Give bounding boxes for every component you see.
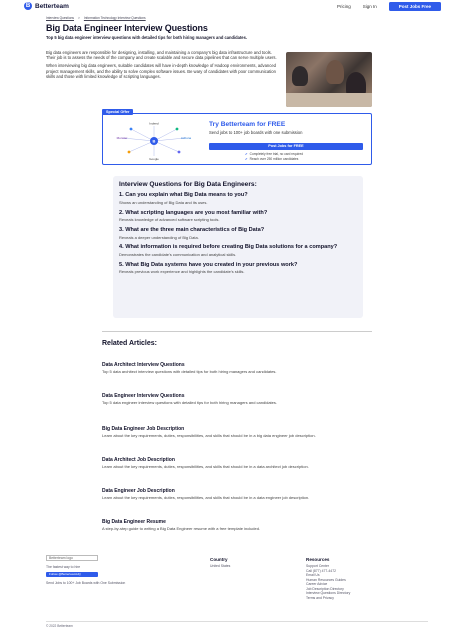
promo-check-item: ✔ Reach over 250 million candidates [245, 156, 299, 161]
resource-link[interactable]: Support Center [306, 564, 329, 568]
breadcrumb-interview-questions[interactable]: Interview Questions [46, 16, 74, 20]
diagram-label-google: Google [149, 157, 159, 161]
question-title: 1. Can you explain what Big Data means to you? [119, 192, 248, 199]
related-article[interactable] [102, 426, 372, 439]
breadcrumb-separator: > [78, 16, 80, 20]
footer-country [210, 557, 230, 569]
betterteam-logo-icon: B [25, 3, 31, 9]
questions-heading: Interview Questions for Big Data Engineers: [119, 181, 257, 188]
promo-title: Try Betterteam for FREE [209, 121, 286, 128]
article-description: A step-by-step guide to writing a Big Data Engineer resume with a free template included. [102, 526, 261, 531]
resource-link[interactable]: Terms and Privacy [306, 595, 334, 600]
question-title: 5. What Big Data systems have you created in your previous work? [119, 261, 298, 268]
page-subtitle: Top 5 big data engineer interview questions with detailed tips for both hiring managers and candidates. [46, 35, 248, 40]
footer-tagline: The fastest way to hire [46, 565, 81, 569]
article-title-link[interactable]: Data Architect Job Description [102, 457, 175, 463]
article-title-link[interactable]: Big Data Engineer Resume [102, 519, 166, 525]
article-title-link[interactable]: Data Engineer Job Description [102, 488, 175, 494]
post-jobs-free-button[interactable]: Post Jobs Free [389, 2, 441, 11]
article-title-link[interactable]: Big Data Engineer Job Description [102, 426, 185, 432]
question-tip: Demonstrates the candidate's communication and analytical skills. [119, 251, 237, 257]
question-title: 4. What information is required before creating Big Data solutions for a company? [119, 244, 338, 251]
breadcrumb [46, 16, 146, 20]
article-title-link[interactable]: Data Architect Interview Questions [102, 362, 185, 368]
related-article[interactable] [102, 519, 372, 532]
page-title: Big Data Engineer Interview Questions [46, 23, 208, 33]
promo-text: Send jobs to 100+ job boards with one submission [209, 130, 303, 135]
question-title: 2. What scripting languages are you most familiar with? [119, 209, 268, 216]
special-offer-tag: Special Offer [102, 109, 133, 115]
footer-logo[interactable]: Betterteam logo [46, 555, 98, 561]
article-description: Learn about the key requirements, duties, responsibilities, and skills that should be in a data architect job description. [102, 464, 309, 469]
checkmark-icon: ✔ [245, 152, 248, 156]
brand-name: Betterteam [35, 2, 69, 10]
resource-link[interactable]: Interview Questions Directory [306, 591, 351, 595]
promo-check-item: ✔ Completely free trial, no card required [245, 152, 303, 156]
section-divider [102, 331, 372, 332]
checkmark-icon: ✔ [245, 156, 248, 161]
question-tip: Shows an understanding of Big Data and its uses. [119, 199, 208, 205]
footer-divider [46, 621, 428, 622]
related-article[interactable] [102, 362, 372, 375]
special-offer-box [102, 110, 372, 165]
footer-resources [306, 557, 350, 600]
resource-link[interactable]: Career Advice [306, 582, 328, 586]
resource-link[interactable]: Job Description Directory [306, 586, 344, 591]
post-jobs-for-free-button[interactable]: Post Jobs for FREE [209, 143, 363, 150]
country-heading: Country [210, 557, 228, 562]
resource-link[interactable]: Human Resources Guides [306, 577, 346, 582]
related-articles-heading: Related Articles: [102, 340, 157, 347]
question-tip: Reveals a deeper understanding of Big Data. [119, 234, 199, 240]
svg-text:B: B [152, 138, 156, 144]
resources-heading: Resources [306, 557, 330, 562]
intro-paragraph: When interviewing big data engineers, suitable candidates will have in-depth knowledge of Hadoop environments, advanced project management skills, and the ability to solve complex software issues. Be wary of candidates with poor communication skills and those with limited knowledge of scripting languages. [46, 63, 276, 79]
related-article[interactable] [102, 457, 372, 470]
brand-logo[interactable] [24, 2, 69, 10]
footer-send-text: Send Jobs to 100+ Job Boards with One Submission [46, 581, 126, 585]
question-tip: Reveals previous work experience and highlights the candidate's skills. [119, 269, 245, 275]
nav-sign-in-link[interactable]: Sign In [362, 3, 377, 9]
diagram-label-indeed: Indeed [149, 121, 159, 126]
hero-photo [286, 52, 372, 107]
promo-checklist [245, 152, 303, 161]
resource-link[interactable]: Call (877) 477-4472 [306, 568, 336, 573]
question-title: 3. What are the three main characteristics of Big Data? [119, 227, 265, 233]
article-description: Learn about the key requirements, duties, responsibilities, and skills that should be in a data engineer job description. [102, 495, 310, 500]
article-description: Learn about the key requirements, duties, responsibilities, and skills that should be in a big data engineer job description. [102, 433, 316, 438]
intro-text [46, 50, 278, 82]
breadcrumb-it-interview-questions[interactable]: Information Technology Interview Questions [83, 16, 146, 20]
copyright: © 2022 Betterteam [46, 624, 73, 628]
top-nav [337, 2, 441, 11]
nav-pricing-link[interactable]: Pricing [336, 3, 351, 9]
article-description: Top 5 data architect interview questions with detailed tips for both hiring managers and candidates. [102, 369, 277, 374]
article-title-link[interactable]: Data Engineer Interview Questions [102, 393, 185, 399]
intro-paragraph: Big data engineers are responsible for designing, installing, and maintaining a company's big data infrastructure and tools. Their job is to assess the needs of the company and create scalable and secure data pipelines that can serve multiple users. [46, 50, 277, 61]
site-header [0, 0, 474, 12]
article-description: Top 5 data engineer interview questions with detailed tips for both hiring managers and candidates. [102, 400, 277, 405]
question-tip: Reveals knowledge of advanced software scripting tools. [119, 217, 220, 223]
job-boards-diagram [109, 120, 199, 162]
related-article[interactable] [102, 393, 372, 406]
diagram-label-adzuna: Adzuna [180, 136, 192, 140]
country-link[interactable]: United States [210, 564, 231, 568]
follow-twitter-button[interactable]: Follow @BetterteamHQ [46, 572, 98, 577]
related-article[interactable] [102, 488, 372, 501]
interview-questions-box [113, 176, 363, 318]
diagram-label-monster: Monster [116, 136, 128, 140]
resource-link[interactable]: Email Us [306, 573, 320, 577]
